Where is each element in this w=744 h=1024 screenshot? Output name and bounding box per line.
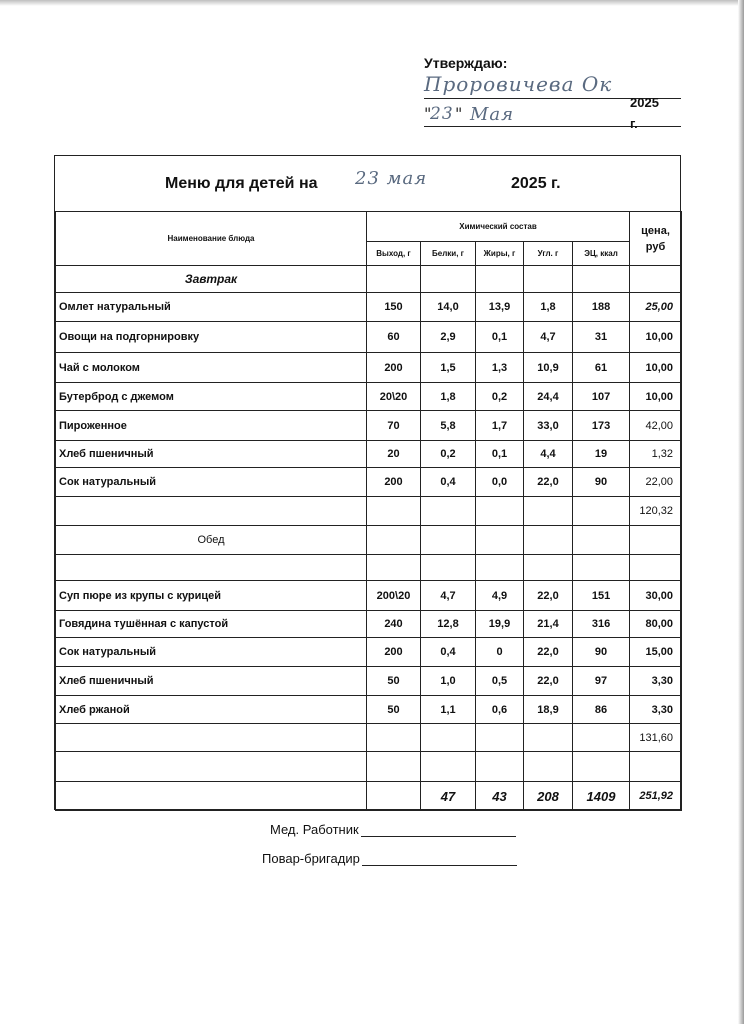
date-line <box>424 126 681 127</box>
empty-cell <box>56 782 367 811</box>
quote-open: " <box>424 104 433 123</box>
dish-name: Суп пюре из крупы с курицей <box>56 581 367 611</box>
dish-energy: 151 <box>573 581 630 611</box>
section-lunch-label: Обед <box>56 526 367 555</box>
totals-row <box>56 782 682 811</box>
empty-cell <box>367 752 421 782</box>
dish-output: 50 <box>367 667 421 696</box>
empty-cell <box>476 526 524 555</box>
header-output: Выход, г <box>367 242 421 266</box>
dish-name: Пироженное <box>56 411 367 441</box>
empty-cell <box>476 724 524 752</box>
medic-sign-row <box>270 822 516 837</box>
table-row <box>56 468 682 497</box>
dish-fat: 0 <box>476 638 524 667</box>
dish-energy: 107 <box>573 383 630 411</box>
header-carbs: Угл. г <box>524 242 573 266</box>
dish-fat: 1,7 <box>476 411 524 441</box>
dish-fat: 13,9 <box>476 293 524 322</box>
total-protein: 47 <box>421 782 476 811</box>
menu-table <box>54 155 681 810</box>
table-row <box>56 353 682 383</box>
empty-cell <box>476 555 524 581</box>
empty-cell <box>573 724 630 752</box>
dish-protein: 1,1 <box>421 696 476 724</box>
dish-price: 42,00 <box>630 411 682 441</box>
empty-cell <box>630 266 682 293</box>
dish-name: Чай с молоком <box>56 353 367 383</box>
dish-output: 200 <box>367 638 421 667</box>
dish-energy: 97 <box>573 667 630 696</box>
dish-carbs: 4,7 <box>524 322 573 353</box>
empty-cell <box>524 555 573 581</box>
table-row <box>56 696 682 724</box>
approval-day: 23 <box>430 104 454 124</box>
menu-title: Меню для детей на <box>165 175 318 192</box>
dish-carbs: 24,4 <box>524 383 573 411</box>
dish-output: 70 <box>367 411 421 441</box>
table-row <box>56 411 682 441</box>
scan-edge-right <box>738 0 744 1024</box>
subtotal-row <box>56 497 682 526</box>
dish-energy: 90 <box>573 468 630 497</box>
approval-signature: Проровичева Ок <box>424 72 613 96</box>
empty-cell <box>524 752 573 782</box>
table-row <box>56 293 682 322</box>
dish-carbs: 10,9 <box>524 353 573 383</box>
header-chem: Химический состав <box>367 212 630 242</box>
dish-energy: 173 <box>573 411 630 441</box>
cook-sign-row <box>262 851 517 866</box>
dish-carbs: 18,9 <box>524 696 573 724</box>
dish-carbs: 4,4 <box>524 441 573 468</box>
dish-carbs: 22,0 <box>524 468 573 497</box>
dish-fat: 0,1 <box>476 322 524 353</box>
dish-name: Говядина тушённая с капустой <box>56 611 367 638</box>
dish-price: 3,30 <box>630 667 682 696</box>
header-price: цена, руб <box>630 212 682 266</box>
dish-price: 3,30 <box>630 696 682 724</box>
dish-protein: 0,2 <box>421 441 476 468</box>
empty-cell <box>630 752 682 782</box>
menu-date: 23 мая <box>355 168 428 189</box>
dish-price: 80,00 <box>630 611 682 638</box>
subtotal-price: 131,60 <box>630 724 682 752</box>
dish-carbs: 33,0 <box>524 411 573 441</box>
empty-cell <box>421 497 476 526</box>
empty-cell <box>421 526 476 555</box>
dish-protein: 5,8 <box>421 411 476 441</box>
dish-name: Сок натуральный <box>56 468 367 497</box>
header-name: Наименование блюда <box>56 212 367 266</box>
dish-name: Хлеб пшеничный <box>56 667 367 696</box>
cook-label: Повар-бригадир <box>262 851 360 866</box>
empty-cell <box>573 555 630 581</box>
dish-energy: 19 <box>573 441 630 468</box>
dish-protein: 1,0 <box>421 667 476 696</box>
dish-output: 50 <box>367 696 421 724</box>
dish-protein: 0,4 <box>421 638 476 667</box>
empty-cell <box>56 724 367 752</box>
empty-cell <box>421 724 476 752</box>
section-lunch <box>56 526 682 555</box>
dish-output: 200 <box>367 468 421 497</box>
dish-energy: 86 <box>573 696 630 724</box>
total-energy: 1409 <box>573 782 630 811</box>
medic-sign-line <box>361 824 516 837</box>
dish-carbs: 22,0 <box>524 581 573 611</box>
empty-cell <box>573 526 630 555</box>
dish-carbs: 1,8 <box>524 293 573 322</box>
dish-fat: 0,1 <box>476 441 524 468</box>
dish-name: Омлет натуральный <box>56 293 367 322</box>
table-row <box>56 383 682 411</box>
dish-output: 150 <box>367 293 421 322</box>
dish-energy: 31 <box>573 322 630 353</box>
empty-cell <box>367 266 421 293</box>
table-row <box>56 581 682 611</box>
menu-title-year: 2025 г. <box>511 175 561 192</box>
section-breakfast <box>56 266 682 293</box>
dish-name: Сок натуральный <box>56 638 367 667</box>
empty-cell <box>367 497 421 526</box>
table-row <box>56 441 682 468</box>
subtotal-price: 120,32 <box>630 497 682 526</box>
cook-sign-line <box>362 853 517 866</box>
empty-cell <box>56 497 367 526</box>
dish-fat: 4,9 <box>476 581 524 611</box>
dish-name: Бутерброд с джемом <box>56 383 367 411</box>
empty-cell <box>524 526 573 555</box>
dish-price: 1,32 <box>630 441 682 468</box>
dish-fat: 1,3 <box>476 353 524 383</box>
empty-cell <box>573 497 630 526</box>
dish-price: 10,00 <box>630 353 682 383</box>
dish-protein: 14,0 <box>421 293 476 322</box>
dish-energy: 188 <box>573 293 630 322</box>
empty-cell <box>421 752 476 782</box>
dish-fat: 0,5 <box>476 667 524 696</box>
empty-cell <box>524 497 573 526</box>
dish-output: 200\20 <box>367 581 421 611</box>
dish-name: Хлеб пшеничный <box>56 441 367 468</box>
empty-cell <box>476 752 524 782</box>
empty-cell <box>367 782 421 811</box>
total-carbs: 208 <box>524 782 573 811</box>
header-energy: ЭЦ, ккал <box>573 242 630 266</box>
header-fat: Жиры, г <box>476 242 524 266</box>
empty-cell <box>630 526 682 555</box>
dish-output: 60 <box>367 322 421 353</box>
dish-fat: 0,2 <box>476 383 524 411</box>
menu-grid <box>55 211 682 811</box>
empty-cell <box>573 752 630 782</box>
dish-fat: 0,0 <box>476 468 524 497</box>
dish-price: 30,00 <box>630 581 682 611</box>
approval-month: Мая <box>470 104 515 125</box>
dish-energy: 90 <box>573 638 630 667</box>
menu-title-row <box>55 156 680 212</box>
empty-cell <box>367 526 421 555</box>
empty-cell <box>573 266 630 293</box>
dish-energy: 316 <box>573 611 630 638</box>
dish-price: 25,00 <box>630 293 682 322</box>
dish-name: Овощи на подгорнировку <box>56 322 367 353</box>
empty-cell <box>524 266 573 293</box>
dish-fat: 0,6 <box>476 696 524 724</box>
dish-carbs: 21,4 <box>524 611 573 638</box>
scan-edge-top <box>0 0 744 6</box>
dish-output: 200 <box>367 353 421 383</box>
dish-price: 10,00 <box>630 383 682 411</box>
approval-title: Утверждаю: <box>424 55 508 71</box>
empty-cell <box>367 555 421 581</box>
dish-output: 20 <box>367 441 421 468</box>
dish-name: Хлеб ржаной <box>56 696 367 724</box>
dish-price: 10,00 <box>630 322 682 353</box>
medic-label: Мед. Работник <box>270 822 359 837</box>
dish-fat: 19,9 <box>476 611 524 638</box>
empty-cell <box>476 266 524 293</box>
dish-price: 15,00 <box>630 638 682 667</box>
empty-row <box>56 555 682 581</box>
empty-cell <box>476 497 524 526</box>
empty-cell <box>630 555 682 581</box>
section-breakfast-label: Завтрак <box>56 266 367 293</box>
empty-cell <box>56 555 367 581</box>
dish-protein: 1,5 <box>421 353 476 383</box>
empty-row <box>56 752 682 782</box>
table-row <box>56 322 682 353</box>
dish-price: 22,00 <box>630 468 682 497</box>
header-protein: Белки, г <box>421 242 476 266</box>
approval-year: 2025 <box>630 95 659 110</box>
table-row <box>56 667 682 696</box>
quote-close: " <box>455 104 464 123</box>
dish-protein: 12,8 <box>421 611 476 638</box>
empty-cell <box>56 752 367 782</box>
dish-protein: 1,8 <box>421 383 476 411</box>
empty-cell <box>421 266 476 293</box>
total-price: 251,92 <box>630 782 682 811</box>
table-row <box>56 638 682 667</box>
approval-year-suffix: г. <box>630 116 638 131</box>
dish-carbs: 22,0 <box>524 638 573 667</box>
total-fat: 43 <box>476 782 524 811</box>
empty-cell <box>367 724 421 752</box>
dish-energy: 61 <box>573 353 630 383</box>
dish-output: 240 <box>367 611 421 638</box>
dish-output: 20\20 <box>367 383 421 411</box>
subtotal-row <box>56 724 682 752</box>
dish-carbs: 22,0 <box>524 667 573 696</box>
empty-cell <box>524 724 573 752</box>
dish-protein: 0,4 <box>421 468 476 497</box>
dish-protein: 4,7 <box>421 581 476 611</box>
empty-cell <box>421 555 476 581</box>
dish-protein: 2,9 <box>421 322 476 353</box>
table-row <box>56 611 682 638</box>
